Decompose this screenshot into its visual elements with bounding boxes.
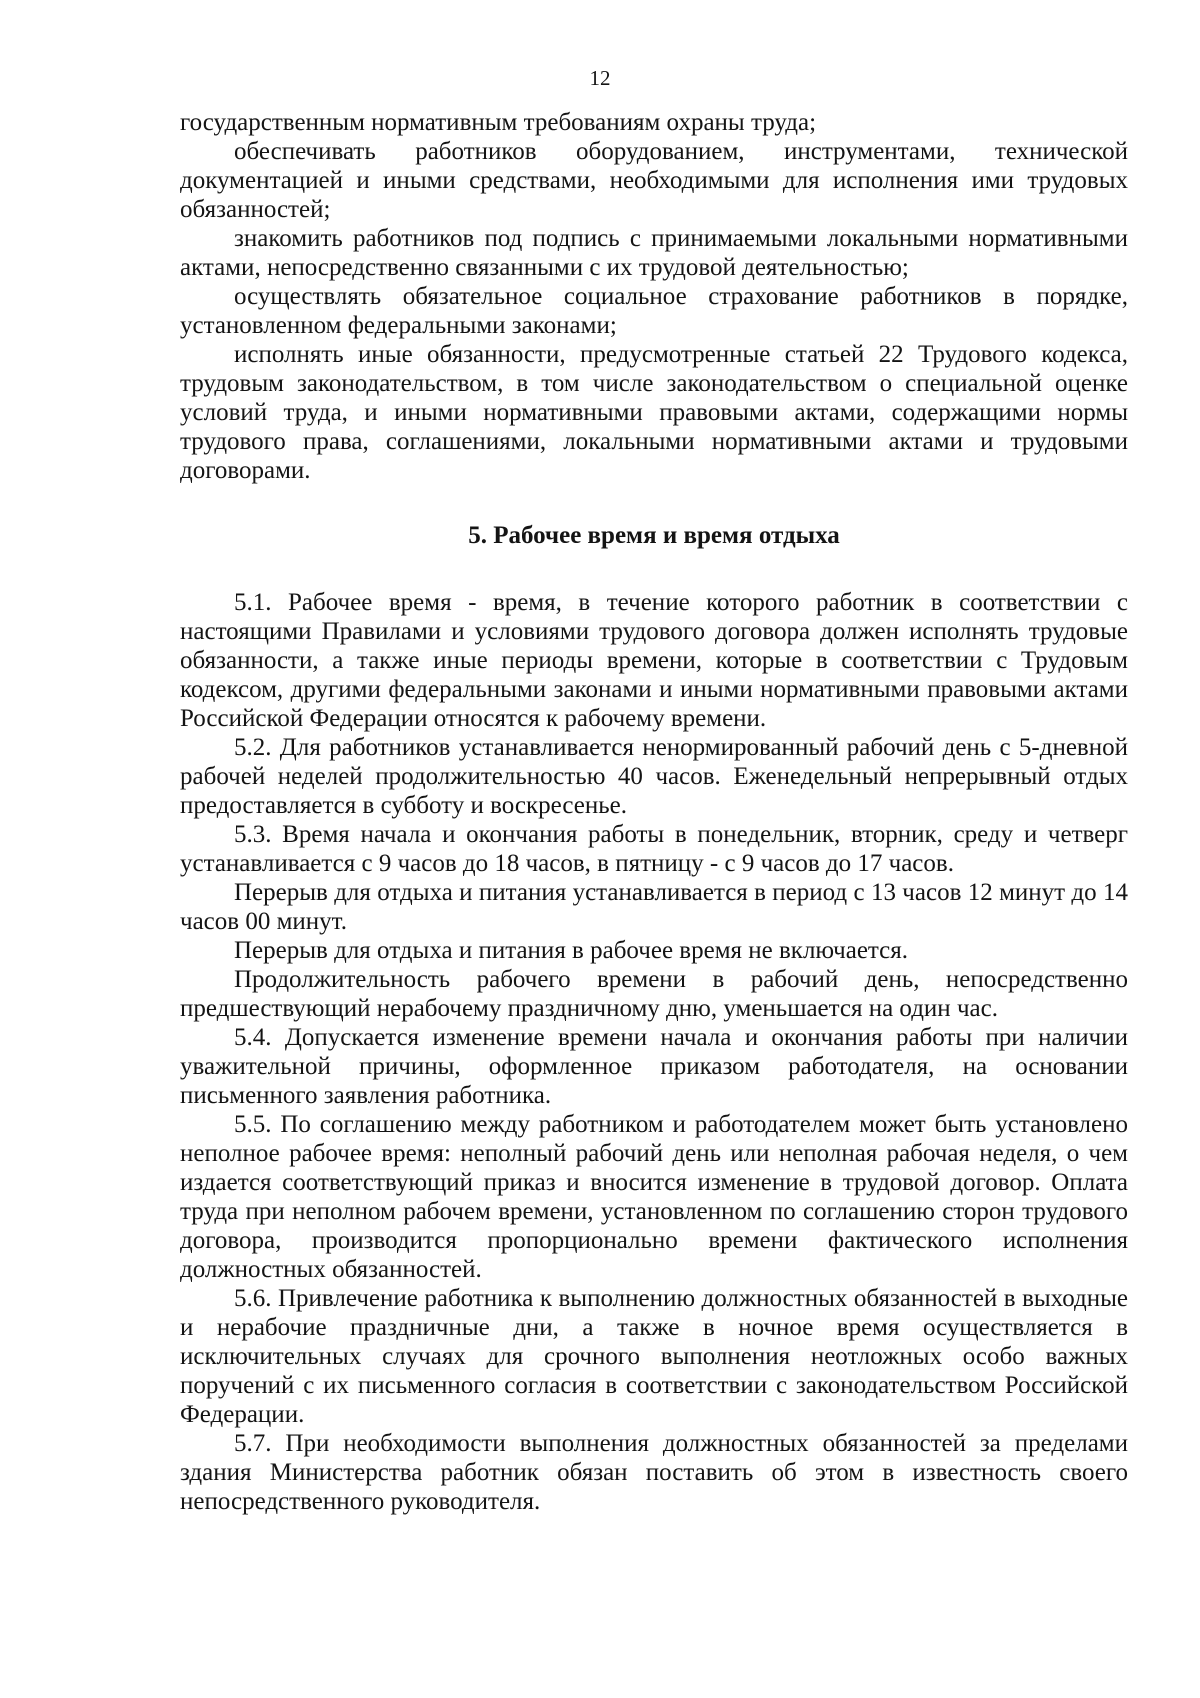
paragraph-5-1: 5.1. Рабочее время - время, в течение которого работник в соответствии с настоящими Правилами и условиями трудового договора должен исполнять трудовые обязанности, а также иные периоды времени, которые в соответствии с Трудовым кодексом, другими федеральными законами и иными нормативными правовыми актами Российской Федерации относятся к рабочему времени. — [180, 589, 1128, 732]
paragraph-5-7: 5.7. При необходимости выполнения должностных обязанностей за пределами здания Министерства работник обязан поставить об этом в известность своего непосредственного руководителя. — [180, 1430, 1128, 1515]
paragraph-other-duties: исполнять иные обязанности, предусмотренные статьей 22 Трудового кодекса, трудовым законодательством, в том числе законодательством о специальной оценке условий труда, и иными нормативными правовыми актами, содержащими нормы трудового права, соглашениями, локальными нормативными актами и трудовыми договорами. — [180, 341, 1128, 484]
page-number: 12 — [589, 66, 611, 90]
section-title: 5. Рабочее время и время отдыха — [468, 522, 840, 549]
paragraph-continuation: государственным нормативным требованиям охраны труда; — [180, 109, 817, 136]
paragraph-5-5: 5.5. По соглашению между работником и работодателем может быть установлено неполное рабочее время: неполный рабочий день или неполная рабочая неделя, о чем издается соответствующий приказ и вносится изменение в трудовой договор. Оплата труда при неполном рабочем времени, установленном по соглашению сторон трудового договора, производится пропорционально времени фактического исполнения должностных обязанностей. — [180, 1111, 1128, 1283]
paragraph-acquaint-duty: знакомить работников под подпись с принимаемыми локальными нормативными актами, непосредственно связанными с их трудовой деятельностью; — [180, 225, 1128, 281]
document-body — [180, 108, 1128, 1516]
paragraph-5-6: 5.6. Привлечение работника к выполнению должностных обязанностей в выходные и нерабочие праздничные дни, а также в ночное время осуществляется в исключительных случаях для срочного выполнения неотложных особо важных поручений с их письменного согласия в соответствии с законодательством Российской Федерации. — [180, 1285, 1128, 1428]
paragraph-insurance-duty: осуществлять обязательное социальное страхование работников в порядке, установленном федеральными законами; — [180, 283, 1128, 339]
paragraph-5-4: 5.4. Допускается изменение времени начала и окончания работы при наличии уважительной причины, оформленное приказом работодателя, на основании письменного заявления работника. — [180, 1024, 1128, 1109]
paragraph-break-not-included: Перерыв для отдыха и питания в рабочее время не включается. — [234, 937, 908, 964]
paragraph-lunch-break: Перерыв для отдыха и питания устанавливается в период с 13 часов 12 минут до 14 часов 00 минут. — [180, 879, 1128, 935]
paragraph-5-3: 5.3. Время начала и окончания работы в понедельник, вторник, среду и четверг устанавливается с 9 часов до 18 часов, в пятницу - с 9 часов до 17 часов. — [180, 821, 1128, 877]
paragraph-pre-holiday: Продолжительность рабочего времени в рабочий день, непосредственно предшествующий нерабочему праздничному дню, уменьшается на один час. — [180, 966, 1128, 1022]
paragraph-5-2: 5.2. Для работников устанавливается ненормированный рабочий день с 5-дневной рабочей неделей продолжительностью 40 часов. Еженедельный непрерывный отдых предоставляется в субботу и воскресенье. — [180, 734, 1128, 819]
paragraph-equipment-duty: обеспечивать работников оборудованием, инструментами, технической документацией и иными средствами, необходимыми для исполнения ими трудовых обязанностей; — [180, 138, 1128, 223]
